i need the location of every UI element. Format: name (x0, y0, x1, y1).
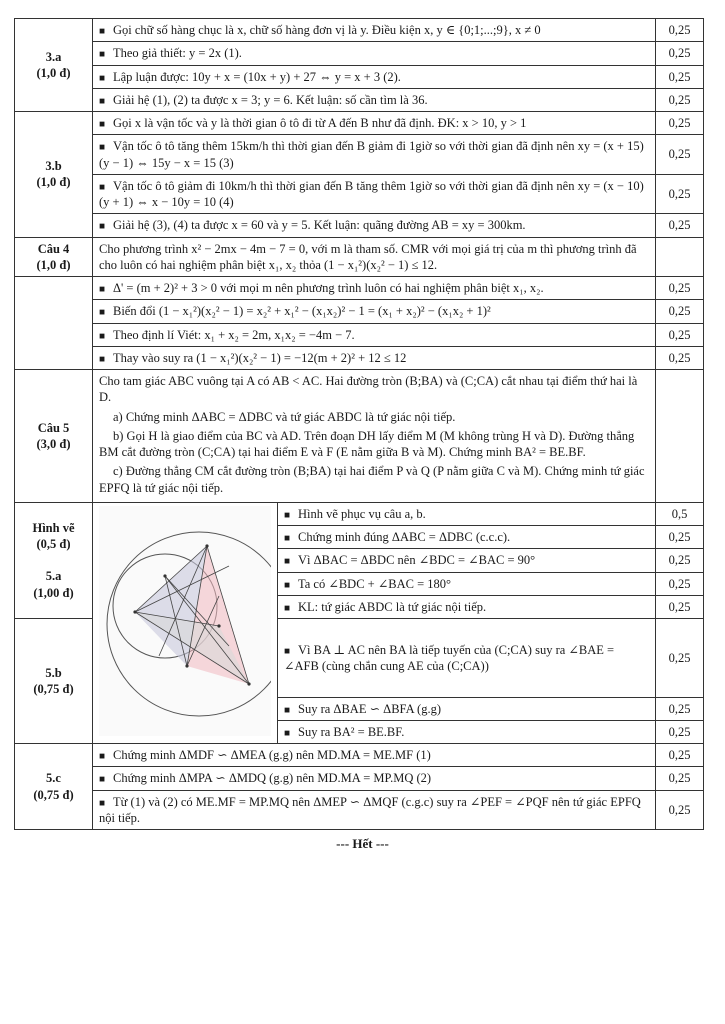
score: 0,25 (656, 323, 704, 346)
score: 0,25 (656, 697, 704, 720)
table-row: ■ Giải hệ (3), (4) ta được x = 60 và y = 5. Kết luận: quãng đường AB = xy = 300km. 0,25 (15, 214, 704, 237)
score: 0,25 (656, 767, 704, 790)
table-row: ■ Chứng minh đúng ΔABC = ΔDBC (c.c.c). 0,25 (15, 526, 704, 549)
step-text: Chứng minh ΔMPA ∽ ΔMDQ (g.g) nên MD.MA = MP.MQ (2) (113, 771, 432, 786)
table-row: ■ Thay vào suy ra (1 − x₁²)(x₂² − 1) = −12(m + 2)² + 12 ≤ 12 0,25 (15, 346, 704, 369)
table-row: ■ Giải hệ (1), (2) ta được x = 3; y = 6. Kết luận: số cần tìm là 36. 0,25 (15, 88, 704, 111)
step-text: Gọi x là vận tốc và y là thời gian ô tô đi từ A đến B như đã định. ĐK: x > 10, y > 1 (113, 116, 527, 130)
step-text: Hình vẽ phục vụ câu a, b. (298, 506, 426, 521)
score: 0,25 (656, 300, 704, 323)
table-row: ■ Δ' = (m + 2)² + 3 > 0 với mọi m nên phương trình luôn có hai nghiệm phân biệt x₁, x₂. 0,25 (15, 277, 704, 300)
score: 0,25 (656, 619, 704, 698)
score: 0,25 (656, 346, 704, 369)
score: 0,25 (656, 595, 704, 618)
score: 0,25 (656, 214, 704, 237)
section-label-5a: Hình vẽ (0,5 đ) 5.a (1,00 đ) (15, 502, 93, 618)
score: 0,25 (656, 744, 704, 767)
step-text: Δ' = (m + 2)² + 3 > 0 với mọi m nên phương trình luôn có hai nghiệm phân biệt x₁, x₂. (113, 281, 544, 295)
step-text: Biến đổi (1 − x₁²)(x₂² − 1) = x₂² + x₁² − (x₁x₂)² − 1 = (x₁ + x₂)² − (x₁x₂ + 1)² (113, 304, 491, 319)
step-text: Thay vào suy ra (1 − x₁²)(x₂² − 1) = −12(m + 2)² + 12 ≤ 12 (113, 350, 407, 365)
table-row: 3.a (1,0 đ) ■ Gọi chữ số hàng chục là x, chữ số hàng đơn vị là y. Điều kiện x, y ∈ {0;1;...;9}, x ≠ 0 0,25 (15, 19, 704, 42)
section-label-5c: 5.c (0,75 đ) (15, 744, 93, 830)
step-text: Giải hệ (3), (4) ta được x = 60 và y = 5. Kết luận: quãng đường AB = xy = 300km. (113, 218, 526, 233)
score: 0,25 (656, 19, 704, 42)
table-row: ■ Vận tốc ô tô giảm đi 10km/h thì thời gian đến B tăng thêm 1giờ so với thời gian đã định nên xy = (x − 10)(y + 1) ⇔ x − 10y = 10 (4) 0,25 (15, 174, 704, 214)
section-label-cau4: Câu 4 (1,0 đ) (15, 237, 93, 277)
section-label-3a: 3.a (1,0 đ) (15, 19, 93, 112)
score: 0,25 (656, 174, 704, 214)
table-row: ■ Vì ΔBAC = ΔBDC nên ∠BDC = ∠BAC = 90° 0,25 (15, 549, 704, 572)
table-row: ■ Suy ra ΔBAE ∽ ΔBFA (g.g) 0,25 (15, 697, 704, 720)
score: 0,5 (656, 502, 704, 525)
table-row: ■ KL: tứ giác ABDC là tứ giác nội tiếp. 0,25 (15, 595, 704, 618)
problem-statement-5: Cho tam giác ABC vuông tại A có AB < AC. Hai đường tròn (B;BA) và (C;CA) cắt nhau tại điểm thứ hai là D. a) Chứng minh ΔABC = ΔDBC và tứ giác ABDC là tứ giác nội tiếp. b) Gọi H là giao điểm của BC và AD. Trên đoạn DH lấy điểm M (M không trùng H và D). Đường thẳng BM cắt đường tròn (C;CA) tại hai điểm E và F (E nằm giữa B và M). Chứng minh BA² = BE.BF. c) Đường thẳng CM cắt đường tròn (B;BA) tại hai điểm P và Q (P nằm giữa C và M). Chứng minh tứ giác EPFQ là tứ giác nội tiếp. (93, 370, 656, 503)
table-row: ■ Suy ra BA² = BE.BF. 0,25 (15, 720, 704, 743)
section-label-3b: 3.b (1,0 đ) (15, 112, 93, 238)
table-row: ■ Theo giả thiết: y = 2x (1). 0,25 (15, 42, 704, 65)
geometry-figure (93, 502, 278, 743)
problem-statement-4: Cho phương trình x² − 2mx − 4m − 7 = 0, với m là tham số. CMR với mọi giá trị của m thì phương trình đã cho luôn có hai nghiệm phân biệt x₁, x₂ thỏa (1 − x₁²)(x₂² − 1) ≤ 12. (93, 237, 656, 277)
geometry-figure-svg (99, 506, 271, 736)
table-row (15, 370, 704, 503)
table-row: 3.b (1,0 đ) ■ Gọi x là vận tốc và y là thời gian ô tô đi từ A đến B như đã định. ĐK: x > 10, y > 1 0,25 (15, 112, 704, 135)
section-label-5b: 5.b (0,75 đ) (15, 619, 93, 744)
table-row: ■ Lập luận được: 10y + x = (10x + y) + 27 ⇔ y = x + 3 (2). 0,25 (15, 65, 704, 88)
step-text: Ta có ∠BDC + ∠BAC = 180° (298, 576, 452, 591)
table-row: ■ Vận tốc ô tô tăng thêm 15km/h thì thời gian đến B giảm đi 1giờ so với thời gian đã định nên xy = (x + 15)(y − 1) ⇔ 15y − x = 15 (3) 0,25 (15, 135, 704, 175)
step-text: Suy ra ΔBAE ∽ ΔBFA (g.g) (298, 701, 441, 716)
score: 0,25 (656, 277, 704, 300)
table-row: ■ Chứng minh ΔMPA ∽ ΔMDQ (g.g) nên MD.MA = MP.MQ (2) 0,25 (15, 767, 704, 790)
end-marker: --- Hết --- (336, 836, 389, 851)
step-text: Lập luận được: 10y + x = (10x + y) + 27 ⇔ y = x + 3 (2). (113, 69, 401, 84)
table-row: Hình vẽ (0,5 đ) 5.a (1,00 đ) ■ Hình vẽ phục vụ câu a, b. 0,5 (15, 502, 704, 525)
score: 0,25 (656, 65, 704, 88)
table-row: 5.c (0,75 đ) ■ Chứng minh ΔMDF ∽ ΔMEA (g.g) nên MD.MA = ME.MF (1) 0,25 (15, 744, 704, 767)
score: 0,25 (656, 720, 704, 743)
step-text: Từ (1) và (2) có ME.MF = MP.MQ nên ΔMEP ∽ ΔMQF (c.g.c) suy ra ∠PEF = ∠PQF nên tứ giác EPFQ nội tiếp. (99, 794, 641, 825)
step-text: Vận tốc ô tô giảm đi 10km/h thì thời gian đến B tăng thêm 1giờ so với thời gian đã định nên xy = (x − 10)(y + 1) ⇔ x − 10y = 10 (4) (99, 178, 644, 209)
step-text: KL: tứ giác ABDC là tứ giác nội tiếp. (298, 599, 487, 614)
step-text: Chứng minh đúng ΔABC = ΔDBC (c.c.c). (298, 530, 511, 544)
step-text: Suy ra BA² = BE.BF. (298, 724, 405, 739)
table-row: ■ Theo định lí Viét: x₁ + x₂ = 2m, x₁x₂ = −4m − 7. 0,25 (15, 323, 704, 346)
score: 0,25 (656, 526, 704, 549)
step-text: Vì ΔBAC = ΔBDC nên ∠BDC = ∠BAC = 90° (298, 553, 536, 568)
step-text: Vận tốc ô tô tăng thêm 15km/h thì thời gian đến B giảm đi 1giờ so với thời gian đã định nên xy = (x + 15)(y − 1) ⇔ 15y − x = 15 (3) (99, 139, 644, 170)
score: 0,25 (656, 549, 704, 572)
score: 0,25 (656, 572, 704, 595)
score: 0,25 (656, 790, 704, 830)
score: 0,25 (656, 88, 704, 111)
answer-key-table (14, 18, 704, 830)
step-text: Vì BA ⊥ AC nên BA là tiếp tuyến của (C;CA) suy ra ∠BAE = ∠AFB (cùng chắn cung AE của (C;CA)) (284, 642, 615, 673)
table-row: ■ Ta có ∠BDC + ∠BAC = 180° 0,25 (15, 572, 704, 595)
table-row (15, 237, 704, 277)
step-text: Chứng minh ΔMDF ∽ ΔMEA (g.g) nên MD.MA = ME.MF (1) (113, 748, 431, 762)
step-text: Gọi chữ số hàng chục là x, chữ số hàng đơn vị là y. Điều kiện x, y ∈ {0;1;...;9}, x ≠ 0 (113, 23, 541, 37)
table-row: ■ Biến đổi (1 − x₁²)(x₂² − 1) = x₂² + x₁² − (x₁x₂)² − 1 = (x₁ + x₂)² − (x₁x₂ + 1)² 0,25 (15, 300, 704, 323)
step-text: Giải hệ (1), (2) ta được x = 3; y = 6. Kết luận: số cần tìm là 36. (113, 92, 428, 107)
step-text: Theo giả thiết: y = 2x (1). (113, 46, 242, 61)
table-row: ■ Từ (1) và (2) có ME.MF = MP.MQ nên ΔMEP ∽ ΔMQF (c.g.c) suy ra ∠PEF = ∠PQF nên tứ giác EPFQ nội tiếp. 0,25 (15, 790, 704, 830)
step-text: Theo định lí Viét: x₁ + x₂ = 2m, x₁x₂ = −4m − 7. (113, 327, 355, 342)
section-label-cau5: Câu 5 (3,0 đ) (15, 370, 93, 503)
score: 0,25 (656, 135, 704, 175)
table-row: 5.b (0,75 đ) ■ Vì BA ⊥ AC nên BA là tiếp tuyến của (C;CA) suy ra ∠BAE = ∠AFB (cùng chắn cung AE của (C;CA)) 0,25 (15, 619, 704, 698)
score: 0,25 (656, 42, 704, 65)
score: 0,25 (656, 112, 704, 135)
